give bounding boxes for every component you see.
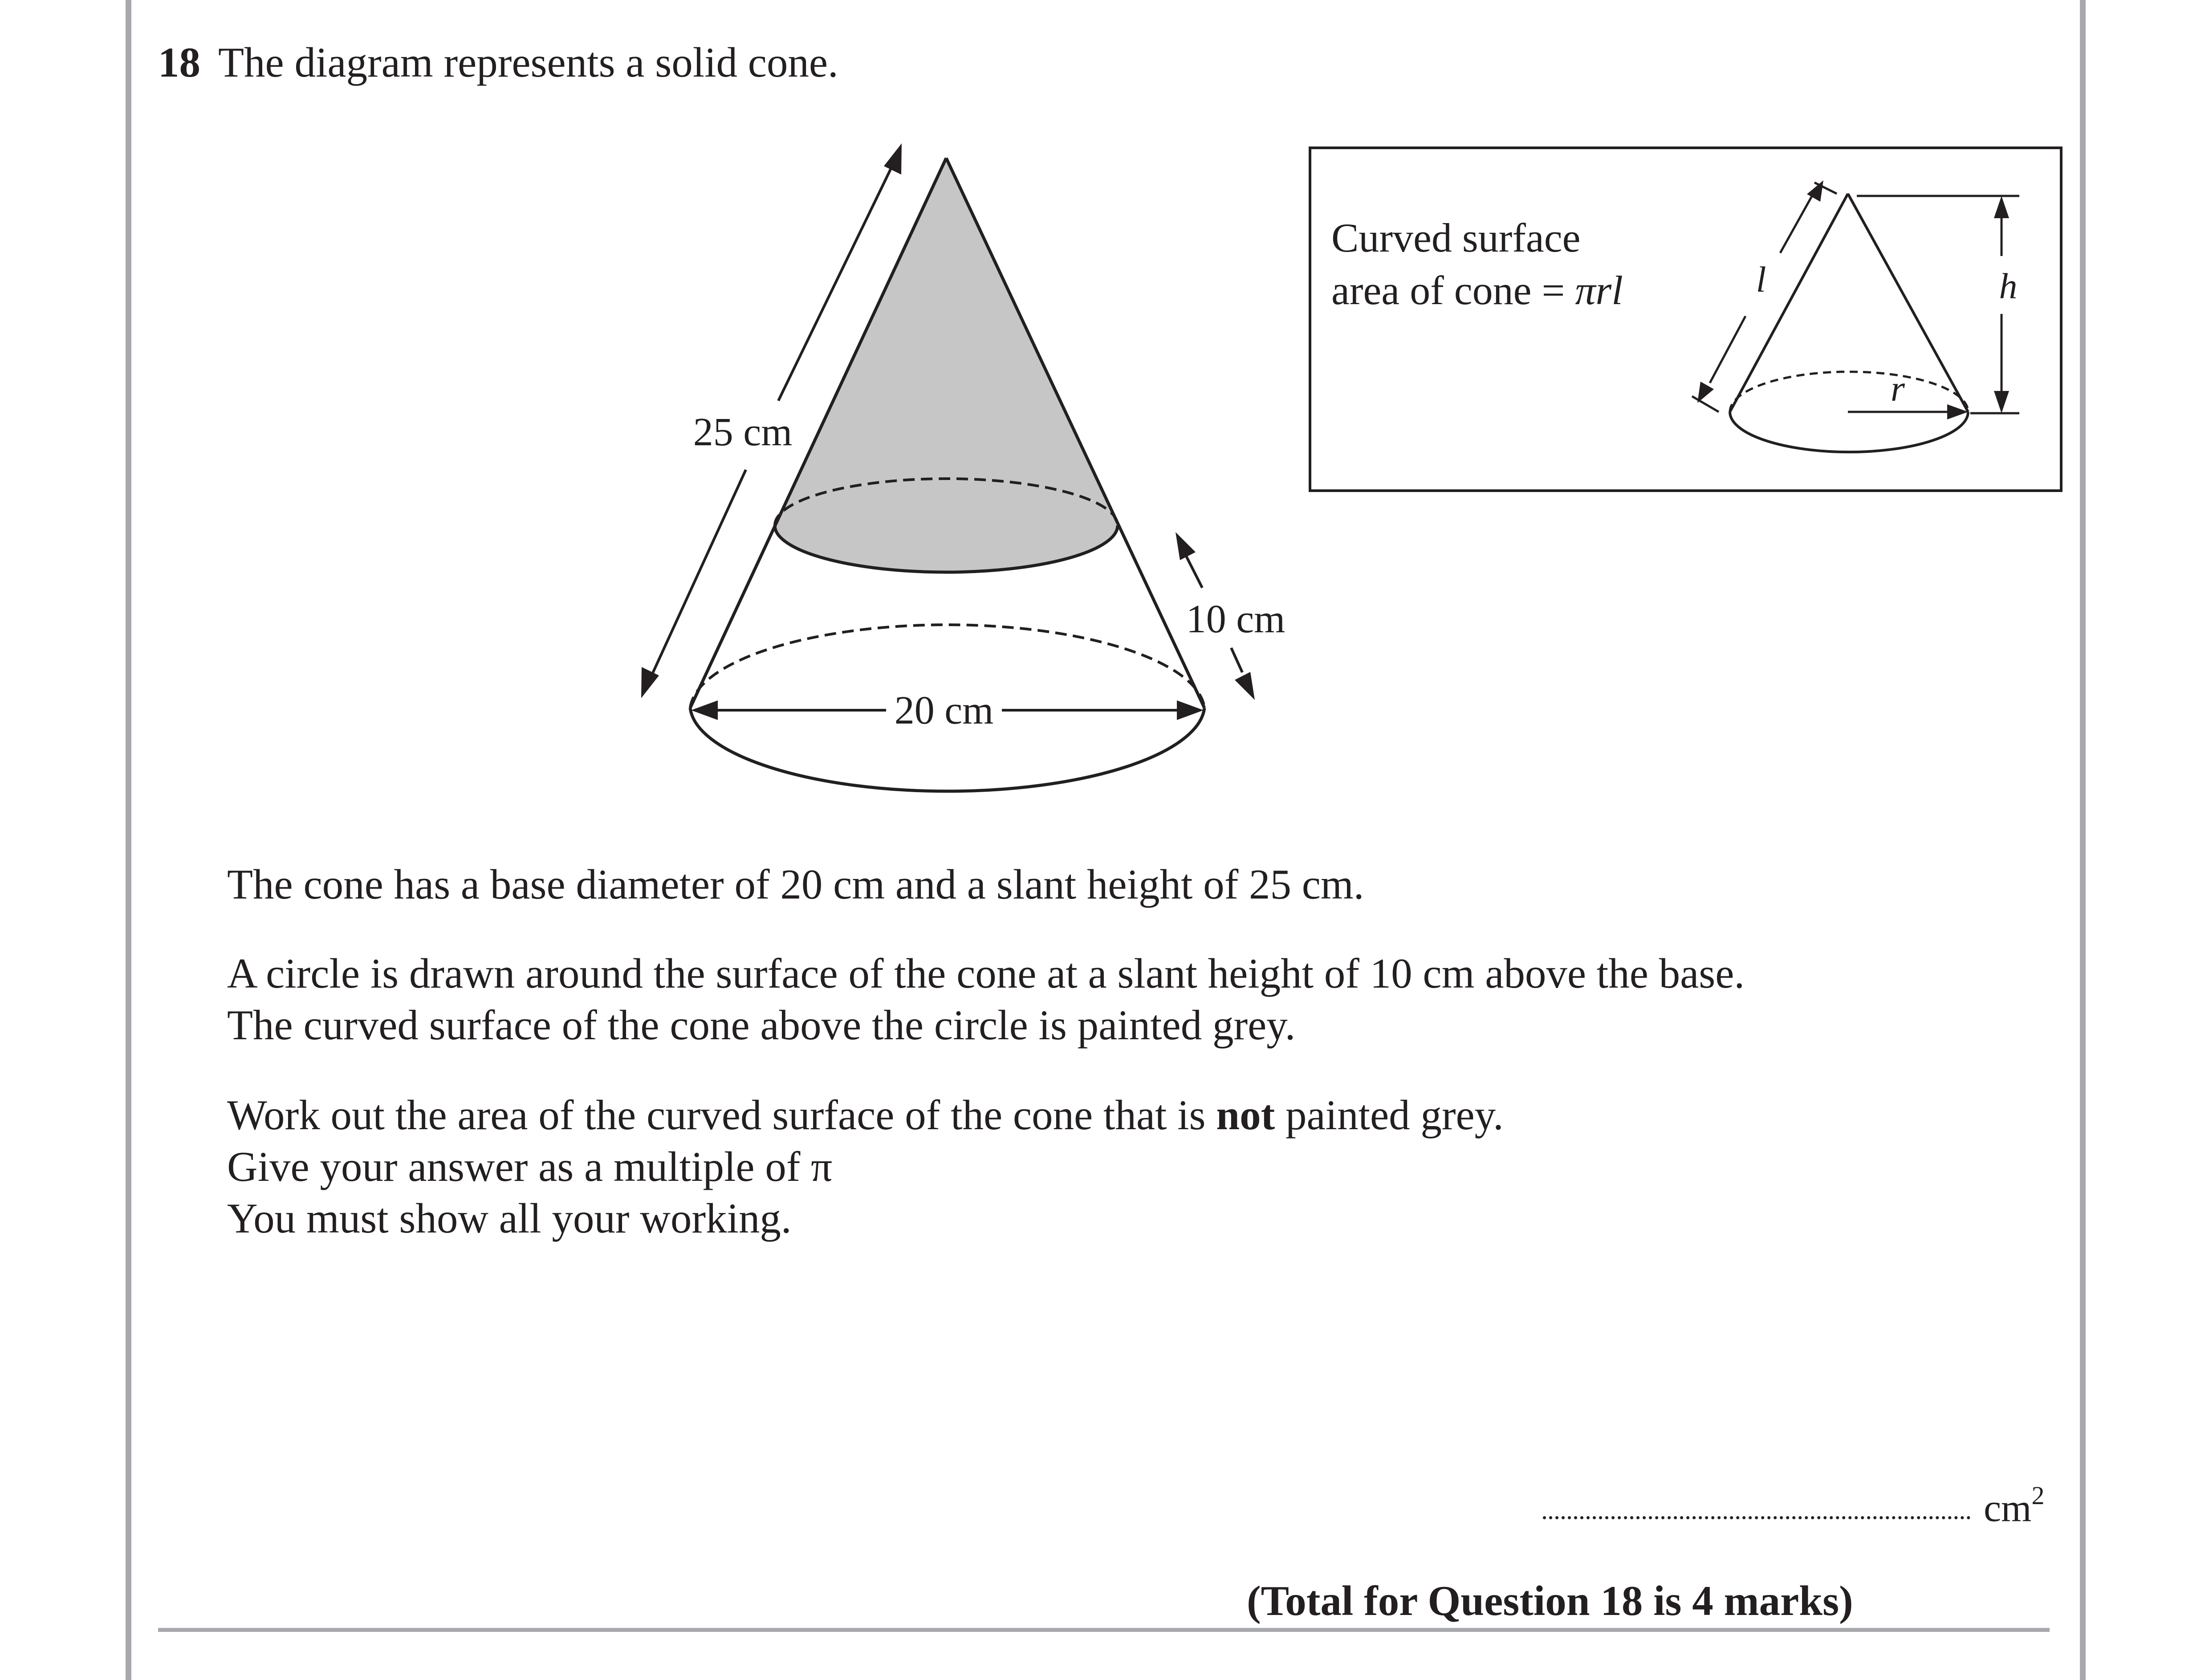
small-cone-base-back bbox=[1730, 372, 1968, 412]
label-h: h bbox=[1999, 266, 2018, 306]
small-cone-right-edge bbox=[1848, 194, 1968, 412]
label-lower-slant: 10 cm bbox=[1186, 597, 1286, 641]
paragraph-3-line-1-after: painted grey. bbox=[1275, 1091, 1504, 1139]
small-slant-line-upper bbox=[1780, 191, 1814, 253]
paragraph-2 bbox=[227, 948, 1745, 1051]
answer-unit bbox=[1984, 1481, 2045, 1531]
formula-line2 bbox=[1331, 268, 1623, 313]
formula-pi-rl: πrl bbox=[1575, 268, 1623, 313]
paragraph-3-line-1-before: Work out the area of the curved surface of the cone that is bbox=[227, 1091, 1216, 1139]
label-r: r bbox=[1891, 368, 1905, 409]
small-slant-tick-bottom bbox=[1692, 396, 1719, 412]
paragraph-3 bbox=[227, 1089, 1504, 1244]
small-slant-line-lower bbox=[1710, 316, 1745, 383]
paragraph-1 bbox=[227, 858, 1364, 910]
paragraph-2-line-2: The curved surface of the cone above the circle is painted grey. bbox=[227, 1001, 1296, 1049]
slant-arrowhead-bottom bbox=[641, 667, 659, 698]
small-height-arrowhead-top bbox=[1994, 196, 2009, 218]
lower-slant-arrowhead-top bbox=[1176, 532, 1196, 560]
paragraph-3-line-1 bbox=[227, 1089, 1504, 1141]
bottom-rule bbox=[158, 1628, 2050, 1632]
small-height-arrowhead-bottom bbox=[1994, 391, 2009, 413]
label-slant: 25 cm bbox=[693, 410, 793, 454]
paragraph-1-text: The cone has a base diameter of 20 cm and a slant height of 25 cm. bbox=[227, 861, 1364, 908]
question-number: 18 bbox=[158, 39, 200, 86]
paragraph-3-line-2: Give your answer as a multiple of π bbox=[227, 1143, 833, 1190]
paragraph-3-line-3: You must show all your working. bbox=[227, 1195, 792, 1242]
slant-line-lower bbox=[651, 470, 746, 677]
answer-unit-power: 2 bbox=[2031, 1481, 2045, 1510]
small-cone-left-edge bbox=[1730, 194, 1848, 412]
lower-slant-line-lower bbox=[1231, 648, 1242, 672]
diameter-arrowhead-right bbox=[1177, 700, 1204, 720]
formula-box bbox=[1310, 148, 2061, 491]
paragraph-3-line-1-bold: not bbox=[1216, 1091, 1275, 1139]
total-marks: (Total for Question 18 is 4 marks) bbox=[1247, 1577, 1853, 1624]
formula-line1: Curved surface bbox=[1331, 215, 1581, 260]
label-l: l bbox=[1756, 259, 1766, 300]
diameter-arrowhead-left bbox=[691, 700, 718, 720]
paragraph-2-line-1: A circle is drawn around the surface of the cone at a slant height of 10 cm above the base. bbox=[227, 950, 1745, 997]
slant-arrowhead-top bbox=[884, 143, 902, 175]
lower-slant-arrowhead-bottom bbox=[1235, 672, 1255, 700]
formula-line2-prefix: area of cone = bbox=[1331, 268, 1575, 313]
answer-unit-text: cm bbox=[1984, 1487, 2032, 1530]
answer-line[interactable] bbox=[1543, 1516, 1970, 1519]
label-diameter: 20 cm bbox=[894, 688, 994, 732]
grey-painted-surface bbox=[775, 158, 1118, 572]
question-intro: The diagram represents a solid cone. bbox=[218, 39, 838, 86]
small-cone-base-front bbox=[1730, 412, 1968, 452]
lower-slant-line-upper bbox=[1185, 554, 1202, 588]
